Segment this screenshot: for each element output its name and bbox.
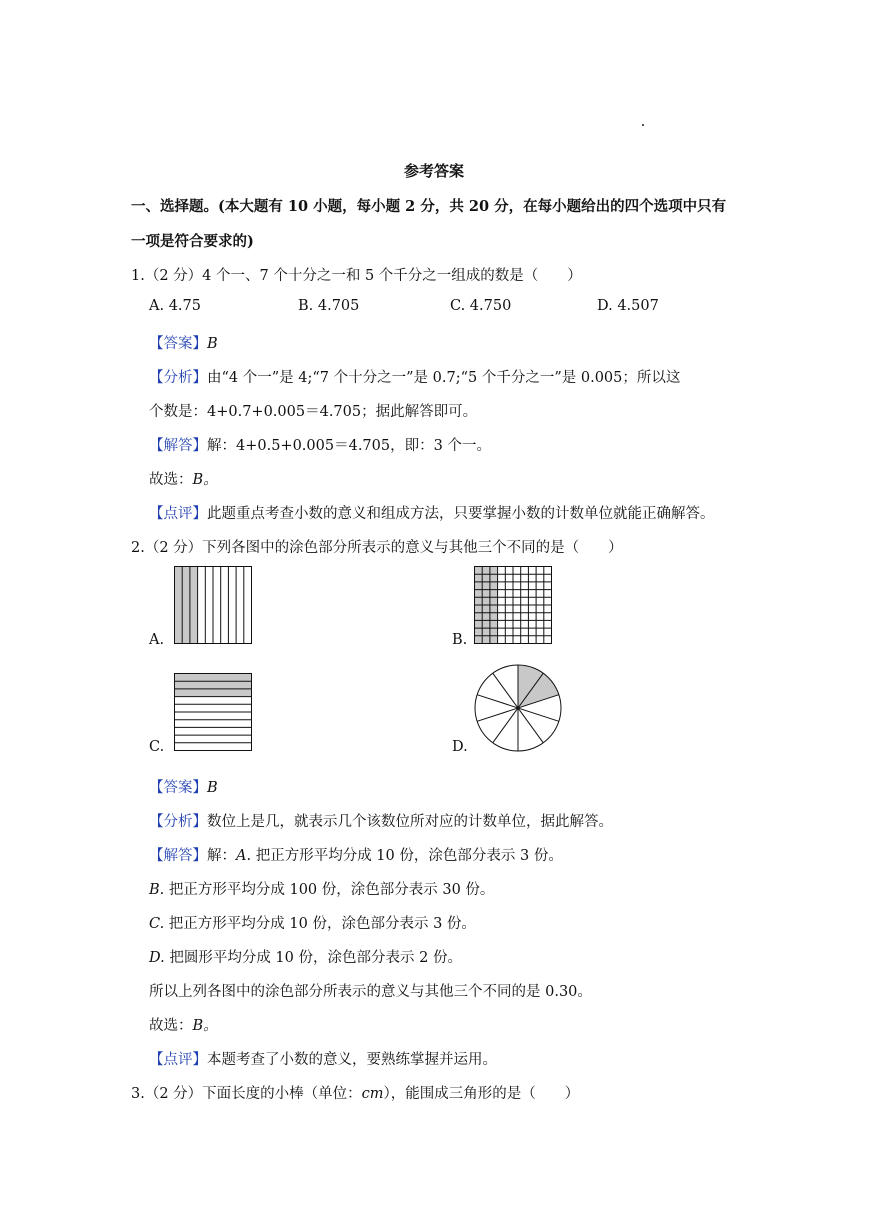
- figure-b-label: B.: [452, 632, 468, 648]
- solution-text: 解：4+0.5+0.005＝4.705，即：3 个一。: [207, 438, 491, 454]
- q3-stem: [131, 1082, 579, 1103]
- q1-comment: [149, 502, 715, 523]
- q2-conclusion: 所以上列各图中的涂色部分所表示的意义与其他三个不同的是 0.30。: [149, 984, 592, 1000]
- q2-solution-d: [149, 946, 462, 967]
- q1-option-b: B. 4.705: [298, 298, 360, 314]
- figure-b-hundred-grid: [474, 566, 552, 644]
- q2-stem: 2.（2 分）下列各图中的涂色部分所表示的意义与其他三个不同的是（ ）: [131, 540, 623, 556]
- analysis-text: 数位上是几，就表示几个该数位所对应的计数单位，据此解答。: [207, 814, 613, 830]
- comment-text: 此题重点考查小数的意义和组成方法，只要掌握小数的计数单位就能正确解答。: [207, 506, 715, 522]
- q2-solution-a: [149, 844, 563, 865]
- choose-label: 故选：: [149, 472, 193, 488]
- page-mark-dot: [642, 124, 644, 126]
- choose-value: B。: [192, 472, 218, 488]
- answer-value: B: [207, 780, 218, 796]
- analysis-tag: 【分析】: [149, 370, 207, 386]
- solution-text: 把正方形平均分成 10 份，涂色部分表示 3 份。: [251, 848, 563, 864]
- solution-text: 把正方形平均分成 100 份，涂色部分表示 30 份。: [164, 882, 495, 898]
- q1-answer: [149, 332, 218, 353]
- solution-text: 把圆形平均分成 10 份，涂色部分表示 2 份。: [164, 950, 462, 966]
- q2-answer: [149, 776, 218, 797]
- figure-c-horizontal-strips: [174, 673, 252, 751]
- q1-analysis-line1: [149, 366, 680, 387]
- answer-value: B: [207, 336, 218, 352]
- option-letter: C.: [149, 916, 165, 932]
- option-letter: D.: [149, 950, 165, 966]
- option-letter: B.: [149, 882, 165, 898]
- q1-choose: [149, 468, 218, 489]
- q2-solution-c: [149, 912, 476, 933]
- solution-tag: 【解答】: [149, 848, 207, 864]
- q2-analysis: [149, 810, 613, 831]
- q1-analysis-line2: 个数是：4+0.7+0.005＝4.705；据此解答即可。: [149, 404, 478, 420]
- figure-d-circle-sectors: [473, 663, 563, 753]
- choose-value: B。: [192, 1018, 218, 1034]
- q3-unit: cm: [361, 1086, 384, 1102]
- page-title: 参考答案: [404, 162, 465, 180]
- q2-choose: [149, 1014, 218, 1035]
- q1-solution: [149, 434, 491, 455]
- figure-a-vertical-strips: [174, 566, 252, 644]
- figure-d-label: D.: [452, 739, 468, 755]
- figure-a-label: A.: [149, 632, 165, 648]
- answer-tag: 【答案】: [149, 780, 207, 796]
- choose-label: 故选：: [149, 1018, 193, 1034]
- option-letter: A.: [236, 848, 252, 864]
- answer-tag: 【答案】: [149, 336, 207, 352]
- section-heading-line1: 一、选择题。(本大题有 10 小题，每小题 2 分，共 20 分，在每小题给出的四个选项中只有: [131, 198, 727, 215]
- q3-stem-start: 3.（2 分）下面长度的小棒（单位：: [131, 1086, 362, 1102]
- q1-stem: 1.（2 分）4 个一、7 个十分之一和 5 个千分之一组成的数是（ ）: [131, 268, 582, 284]
- analysis-tag: 【分析】: [149, 814, 207, 830]
- q2-comment: [149, 1048, 497, 1069]
- solution-prefix: 解：: [207, 848, 236, 864]
- section-heading-line2: 一项是符合要求的): [131, 233, 254, 250]
- q2-solution-b: [149, 878, 494, 899]
- solution-tag: 【解答】: [149, 438, 207, 454]
- figure-c-label: C.: [149, 739, 165, 755]
- comment-tag: 【点评】: [149, 506, 207, 522]
- solution-text: 把正方形平均分成 10 份，涂色部分表示 3 份。: [164, 916, 476, 932]
- q3-stem-end: ），能围成三角形的是（ ）: [383, 1086, 580, 1102]
- q1-option-a: A. 4.75: [149, 298, 201, 314]
- analysis-text: 由“4 个一”是 4;“7 个十分之一”是 0.7;“5 个千分之一”是 0.005；所以这: [207, 370, 681, 386]
- comment-text: 本题考查了小数的意义，要熟练掌握并运用。: [207, 1052, 497, 1068]
- q1-option-d: D. 4.507: [597, 298, 659, 314]
- comment-tag: 【点评】: [149, 1052, 207, 1068]
- q1-option-c: C. 4.750: [450, 298, 512, 314]
